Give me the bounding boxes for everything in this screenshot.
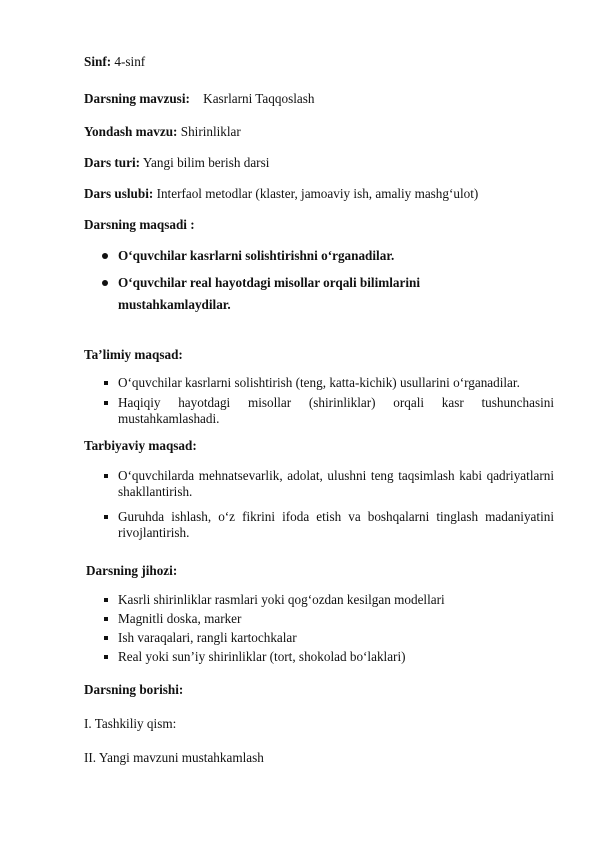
uslubi-row: [84, 186, 478, 202]
mavzu-row: [84, 91, 314, 107]
borishi-heading: Darsning borishi:: [84, 682, 184, 697]
jihozi-heading: Darsning jihozi:: [86, 563, 178, 578]
bullet-icon: [104, 515, 108, 519]
talimiy-heading: Ta’limiy maqsad:: [84, 347, 183, 362]
jihozi-item: [104, 649, 554, 665]
borishi-step: I. Tashkiliy qism:: [84, 716, 177, 731]
bullet-icon: [104, 381, 108, 385]
tarbiyaviy-item-text: Guruhda ishlash, o‘z fikrini ifoda etish va boshqalarni tinglash madaniyatini rivojlantirish.: [118, 509, 554, 540]
talimiy-item-text: O‘quvchilar kasrlarni solishtirish (teng, katta-kichik) usullarini o‘rganadilar.: [118, 375, 520, 390]
tarbiyaviy-item: [104, 509, 554, 541]
uslubi-value: Interfaol metodlar (klaster, jamoaviy ish, amaliy mashg‘ulot): [156, 186, 479, 201]
maqsad-item-text: O‘quvchilar kasrlarni solishtirishni o‘rganadilar.: [118, 248, 395, 263]
jihozi-item: [104, 592, 554, 608]
talimiy-item: [104, 395, 554, 427]
turi-label: Dars turi:: [84, 155, 141, 170]
yondash-row: [84, 124, 241, 140]
borishi-step: II. Yangi mavzuni mustahkamlash: [84, 750, 264, 765]
bullet-icon: [102, 280, 108, 286]
jihozi-item-text: Kasrli shirinliklar rasmlari yoki qog‘ozdan kesilgan modellari: [118, 592, 445, 607]
yondash-label: Yondash mavzu:: [84, 124, 178, 139]
bullet-icon: [102, 253, 108, 259]
sinf-label: Sinf:: [84, 54, 112, 69]
bullet-icon: [104, 655, 108, 659]
sinf-row: [84, 54, 145, 70]
maqsad-item: [102, 272, 554, 316]
jihozi-item-text: Ish varaqalari, rangli kartochkalar: [118, 630, 297, 645]
maqsad-heading: Darsning maqsadi :: [84, 217, 195, 232]
bullet-icon: [104, 636, 108, 640]
maqsad-item: [102, 245, 554, 267]
bullet-icon: [104, 401, 108, 405]
turi-value: Yangi bilim berish darsi: [142, 155, 270, 170]
turi-row: [84, 155, 269, 171]
uslubi-label: Dars uslubi:: [84, 186, 154, 201]
mavzu-value: Kasrlarni Taqqoslash: [203, 91, 315, 106]
yondash-value: Shirinliklar: [180, 124, 241, 139]
sinf-value: 4-sinf: [114, 54, 146, 69]
jihozi-item-text: Real yoki sun’iy shirinliklar (tort, shokolad bo‘laklari): [118, 649, 406, 664]
tarbiyaviy-item-text: O‘quvchilarda mehnatsevarlik, adolat, ulushni teng taqsimlash kabi qadriyatlarni shakllantirish.: [118, 468, 554, 499]
talimiy-item: [104, 375, 554, 391]
bullet-icon: [104, 617, 108, 621]
talimiy-item-text: Haqiqiy hayotdagi misollar (shirinliklar) orqali kasr tushunchasini mustahkamlashadi.: [118, 395, 554, 426]
jihozi-item: [104, 611, 554, 627]
bullet-icon: [104, 474, 108, 478]
jihozi-item-text: Magnitli doska, marker: [118, 611, 242, 626]
tarbiyaviy-heading: Tarbiyaviy maqsad:: [84, 438, 197, 453]
jihozi-item: [104, 630, 554, 646]
maqsad-item-text: O‘quvchilar real hayotdagi misollar orqali bilimlarini mustahkamlaydilar.: [118, 275, 420, 312]
bullet-icon: [104, 598, 108, 602]
tarbiyaviy-item: [104, 468, 554, 500]
mavzu-label: Darsning mavzusi:: [84, 91, 190, 106]
